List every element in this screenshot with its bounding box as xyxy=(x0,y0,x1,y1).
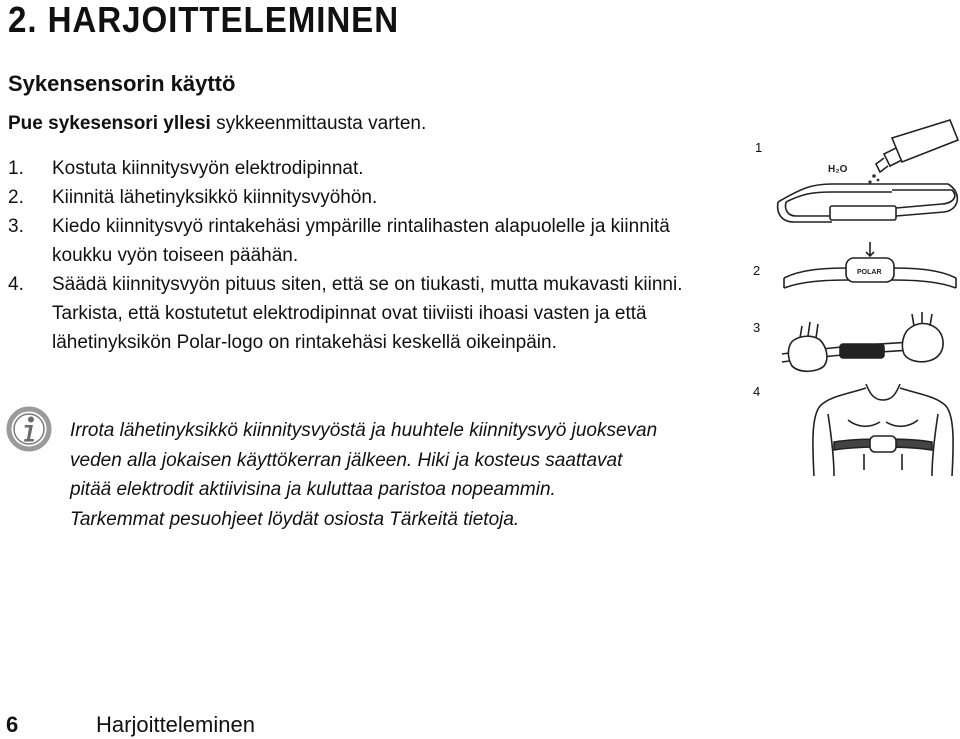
step-text: Säädä kiinnitysvyön pituus siten, että se on tiukasti, mutta mukavasti kiinni. Tarkista, että kostutetut elektrodipinnat ovat tiiviisti ihoasi vasten ja että lähetinyksikön Polar-logo on rintakehäsi keskellä oikeinpäin. xyxy=(52,274,683,353)
step-item xyxy=(8,154,708,183)
torso-strap-illustration xyxy=(808,380,958,480)
step-number: 2. xyxy=(8,187,24,208)
footer-section-name: Harjoitteleminen xyxy=(96,712,255,737)
intro-rest: sykkeenmittausta varten. xyxy=(210,113,427,134)
intro-bold: Pue sykesensori yllesi xyxy=(8,113,211,134)
step-number: 3. xyxy=(8,216,24,237)
step-number: 4. xyxy=(8,274,24,295)
note-line: veden alla jokaisen käyttökerran jälkeen. Hiki ja kosteus saattavat xyxy=(70,449,623,471)
water-label: H₂O xyxy=(828,164,848,175)
wet-strap-illustration xyxy=(772,118,960,228)
section-title: Sykensensorin käyttö xyxy=(8,71,236,96)
info-icon xyxy=(6,406,52,452)
figure-label-2: 2 xyxy=(753,263,761,278)
illustration-panel xyxy=(750,118,960,480)
logo-label: POLAR xyxy=(857,269,882,276)
instruction-steps xyxy=(8,154,708,357)
figure-label-3: 3 xyxy=(753,320,761,335)
step-text: Kostuta kiinnitysvyön elektrodipinnat. xyxy=(52,158,364,179)
step-item xyxy=(8,183,708,212)
note-line: pitää elektrodit aktiivisina ja kuluttaa paristoa nopeammin. xyxy=(70,479,556,500)
note-line: Tarkemmat pesuohjeet löydät osiosta Tärkeitä tietoja. xyxy=(70,508,520,530)
attach-transmitter-illustration xyxy=(780,238,960,296)
intro-text xyxy=(8,110,426,138)
step-item xyxy=(8,270,708,357)
chapter-title: 2. HARJOITTELEMINEN xyxy=(8,0,400,40)
info-note xyxy=(70,416,710,534)
step-item xyxy=(8,212,708,270)
step-text: Kiinnitä lähetinyksikkö kiinnitysvyöhön. xyxy=(52,187,378,208)
fasten-strap-illustration xyxy=(780,310,960,376)
note-line: Irrota lähetinyksikkö kiinnitysvyöstä ja huuhtele kiinnitysvyö juoksevan xyxy=(70,420,658,441)
figure-label-1: 1 xyxy=(755,140,763,155)
figure-label-4: 4 xyxy=(753,384,761,399)
step-number: 1. xyxy=(8,158,24,179)
page-number: 6 xyxy=(6,712,19,737)
step-text: Kiedo kiinnitysvyö rintakehäsi ympärille rintalihasten alapuolelle ja kiinnitä koukku vyön toiseen päähän. xyxy=(52,216,670,266)
